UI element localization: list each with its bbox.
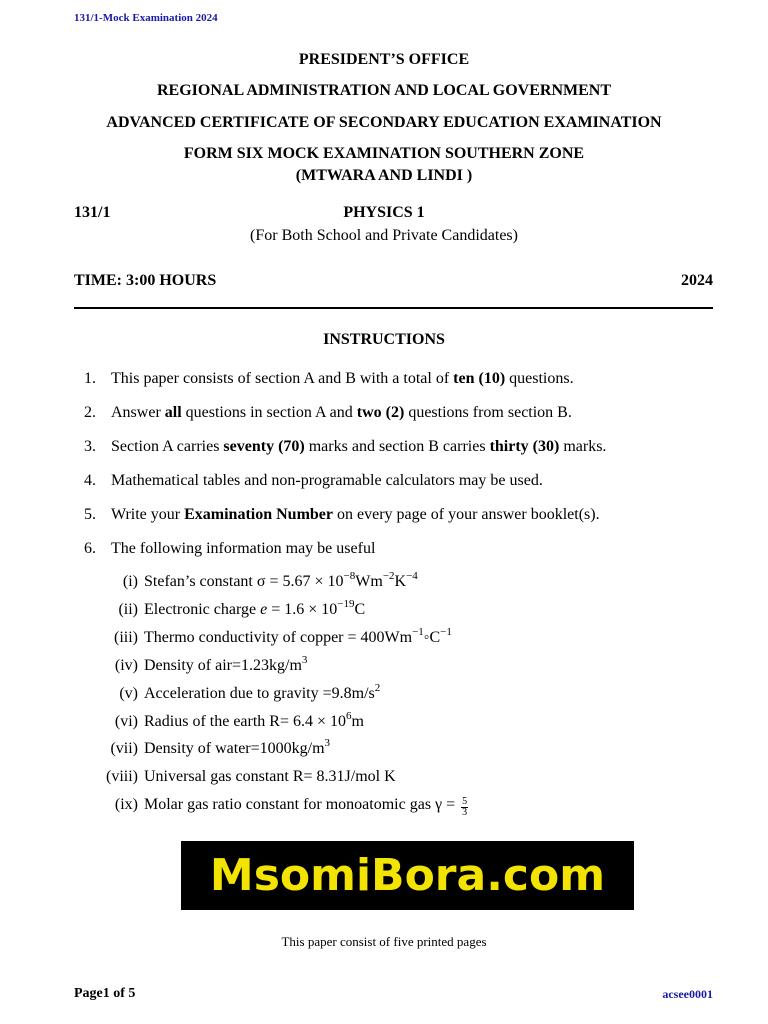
constant-gas-constant: (viii) Universal gas constant R= 8.31J/mol K [106, 768, 396, 785]
instruction-item: 4. Mathematical tables and non-programable calculators may be used. [84, 472, 543, 489]
instruction-item: 3. Section A carries seventy (70) marks and section B carries thirty (30) marks. [84, 438, 607, 455]
title-acsee: ADVANCED CERTIFICATE OF SECONDARY EDUCATION EXAMINATION [106, 114, 662, 131]
instruction-item: 6. The following information may be useful [84, 540, 376, 557]
printed-pages-note: This paper consist of five printed pages [281, 934, 487, 949]
paper-code: 131/1 [74, 204, 111, 221]
paper-candidates: (For Both School and Private Candidates) [250, 227, 518, 244]
paper-time: TIME: 3:00 HOURS [74, 272, 217, 289]
instruction-item: 2. Answer all questions in section A and two (2) questions from section B. [84, 404, 572, 421]
title-region: (MTWARA AND LINDI ) [295, 167, 473, 184]
constant-electron-charge: (ii) Electronic charge $e = 1.6 \times 10^{-19}C$ [118, 598, 366, 618]
paper-subject: PHYSICS 1 [343, 204, 425, 221]
constant-earth-radius: (vi) Radius of the earth $R= 6.4 \times 10^6m$ [114, 710, 364, 730]
constant-water-density: (vii) Density of $water=1000kg/m^3$ [110, 737, 331, 757]
msomibora-logo [181, 841, 634, 910]
instructions-title: INSTRUCTIONS [323, 331, 445, 348]
paper-id-code: acsee0001 [662, 987, 713, 1001]
page-number: Page1 of 5 [74, 986, 136, 1001]
constant-gravity: (v) Acceleration due to gravity $=9.8m/s^2$ [119, 682, 381, 702]
fraction-five-thirds: $\frac{5}{3}$ [462, 796, 468, 818]
running-header: 131/1-Mock Examination 2024 [74, 12, 218, 24]
header-divider [74, 307, 713, 309]
instruction-item: 1. This paper consists of section A and B with a total of ten (10) questions. [84, 370, 574, 387]
title-regional-admin: REGIONAL ADMINISTRATION AND LOCAL GOVERNMENT [157, 82, 611, 99]
title-mock-exam: FORM SIX MOCK EXAMINATION SOUTHERN ZONE [183, 145, 585, 162]
constant-stefan: (i) Stefan’s constant $\sigma = 5.67 \times 10^{-8}Wm^{-2}K^{-4}$ [122, 570, 418, 590]
constant-gamma: (ix) Molar gas ratio constant for monoatomic gas γ = $\frac{5}{3}$ [114, 796, 468, 818]
instruction-item: 5. Write your Examination Number on every page of your answer booklet(s). [84, 506, 600, 523]
paper-year: 2024 [681, 272, 713, 289]
constant-air-density: (iv) Density of $air=1.23kg/m^3$ [114, 654, 308, 674]
title-presidents-office: PRESIDENT’S OFFICE [298, 51, 470, 68]
logo-text: MsomiBora.com [209, 850, 606, 901]
constant-thermal-conductivity: (iii) Thermo conductivity of copper = $400Wm^{-1}◦C^{-1}$ [114, 626, 452, 646]
